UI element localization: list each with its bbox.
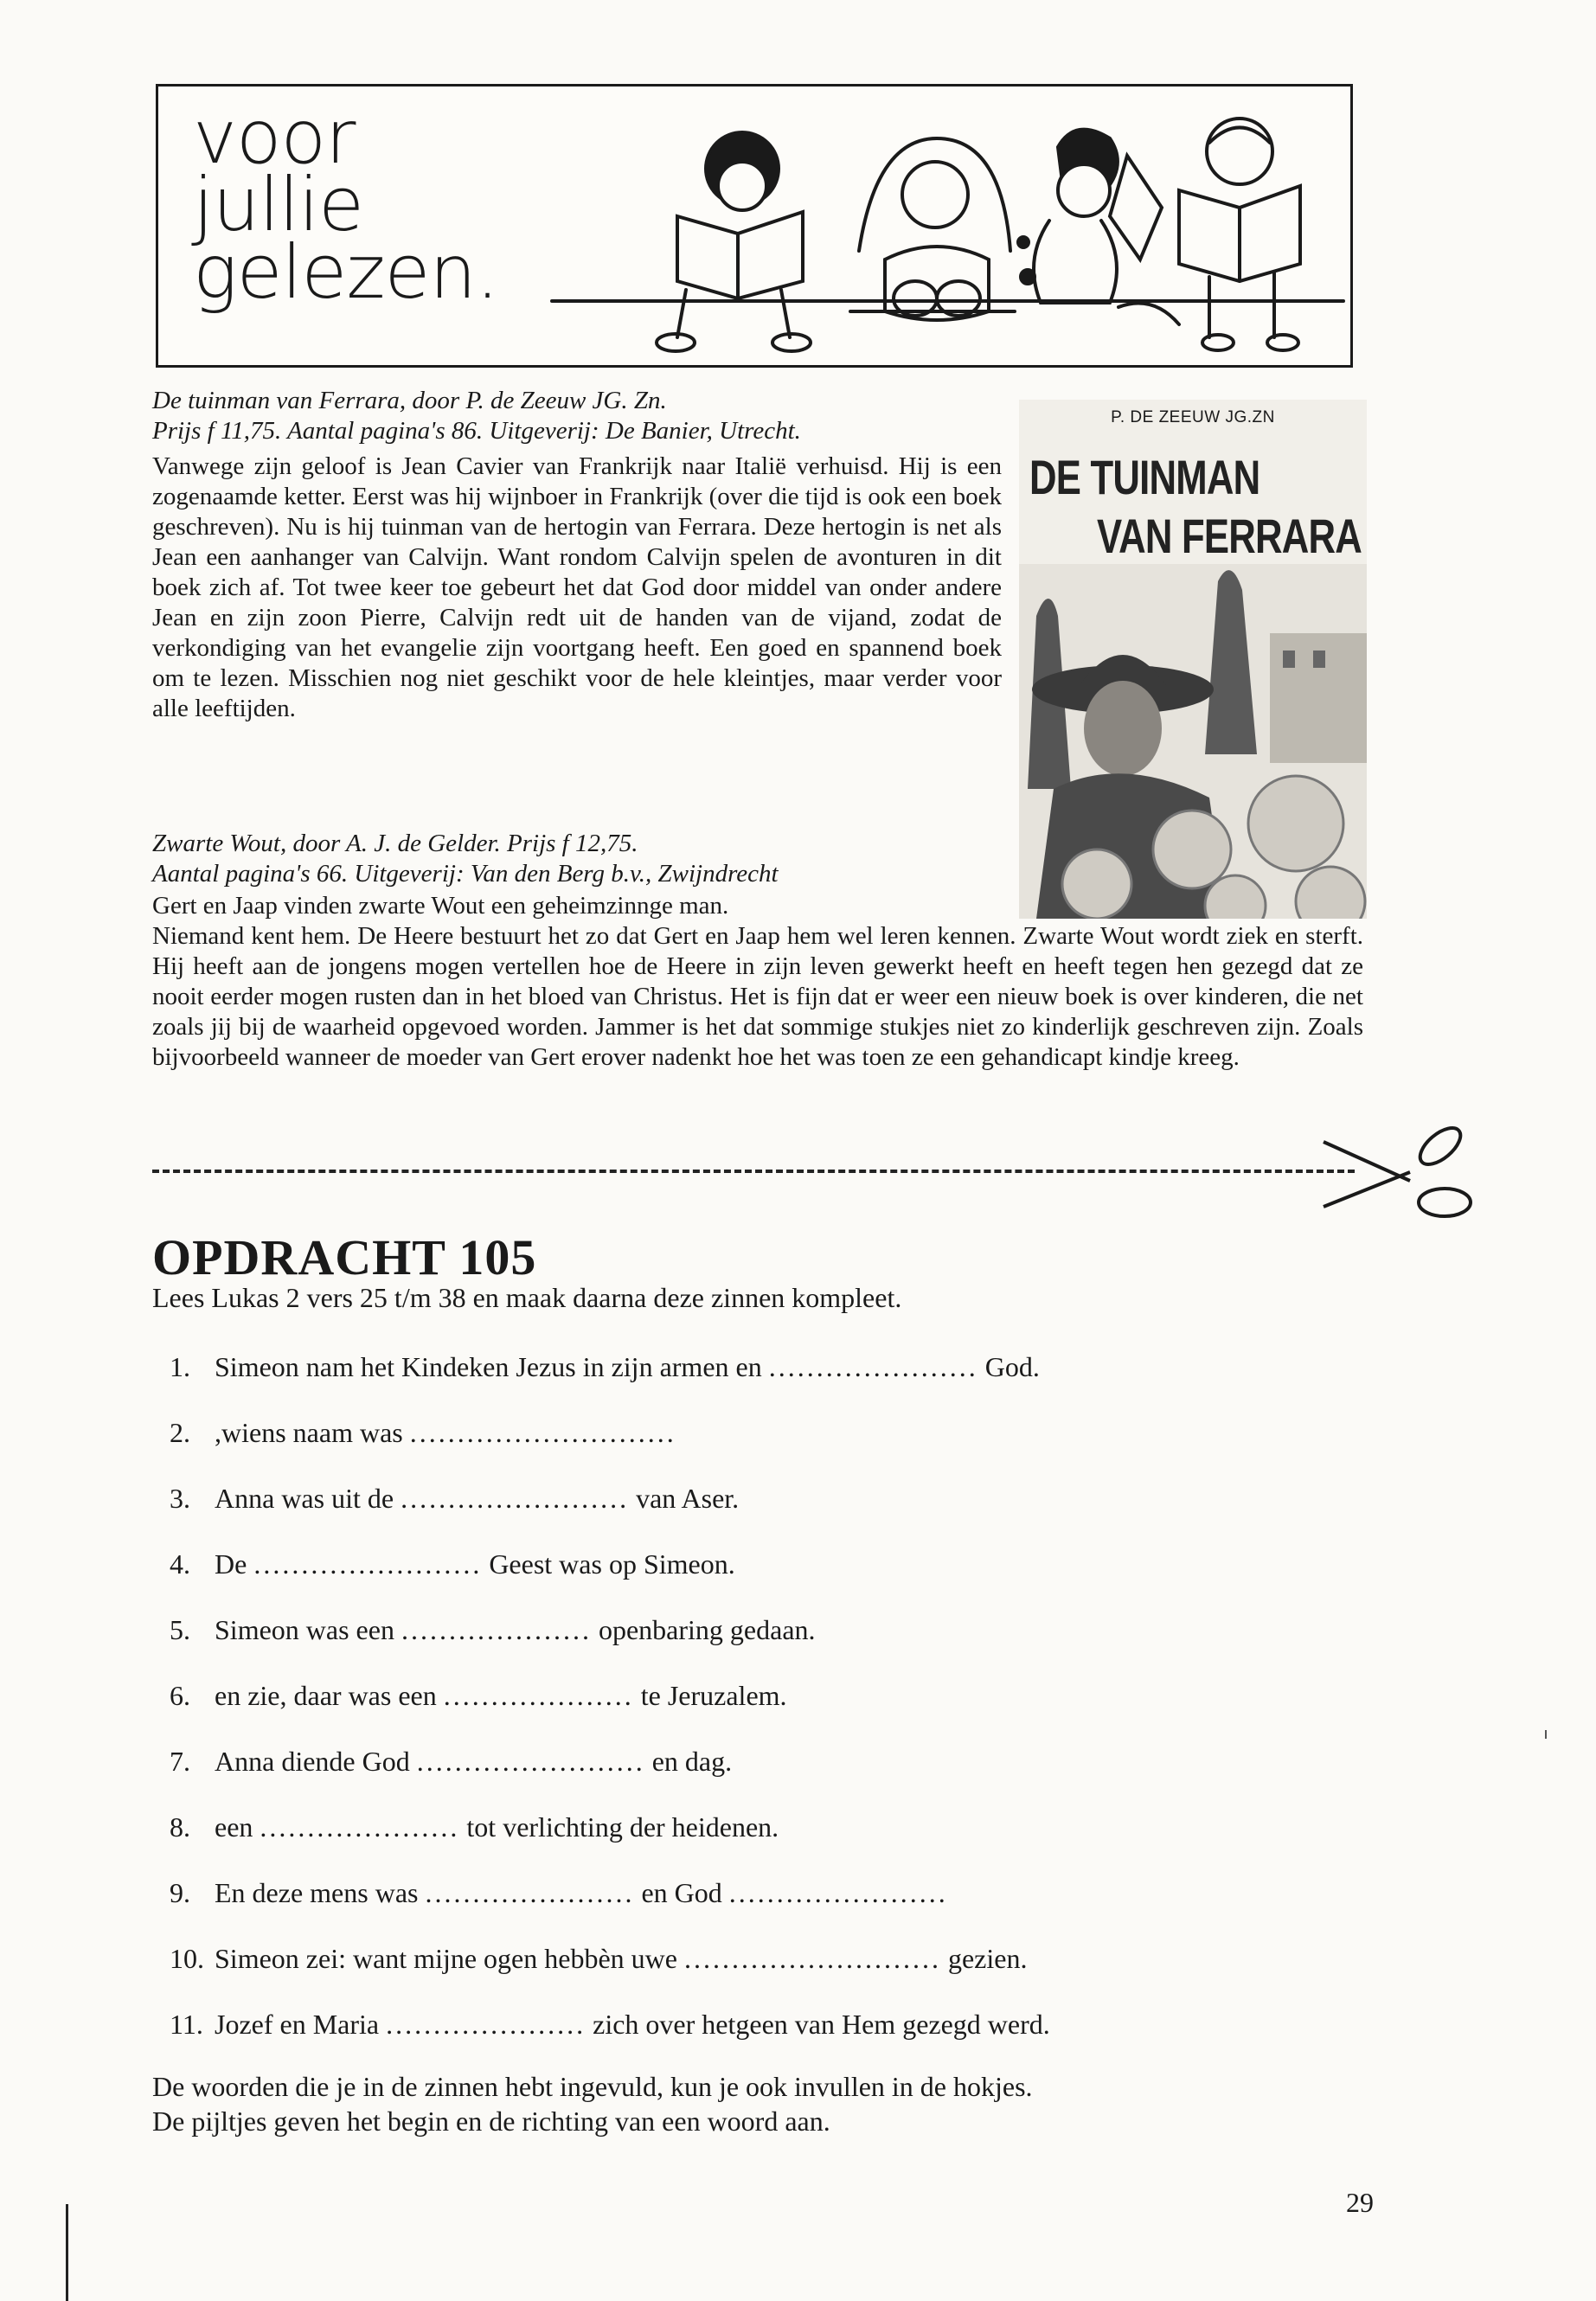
review-body: Gert en Jaap vinden zwarte Wout een geheimzinnge man. xyxy=(152,892,729,920)
question-text: van Aser. xyxy=(636,1483,740,1514)
question-text: een xyxy=(215,1811,253,1843)
question-number: 11. xyxy=(170,2009,203,2040)
cover-illustration xyxy=(1019,564,1367,919)
answer-blank[interactable]: ....................... xyxy=(728,1877,948,1908)
question-text: openbaring gedaan. xyxy=(598,1614,816,1645)
question-text: Simeon nam het Kindeken Jezus in zijn armen en xyxy=(215,1351,762,1382)
logo-line: voor xyxy=(193,94,356,181)
answer-blank[interactable]: .................... xyxy=(401,1614,592,1645)
question-row xyxy=(170,1746,732,1778)
question-text: Anna diende God xyxy=(215,1746,410,1777)
question-text: Simeon was een xyxy=(215,1614,394,1645)
review-body: Niemand kent hem. De Heere bestuurt het zo dat Gert en Jaap hem wel leren kennen. Zwarte Wout wordt ziek en sterft. Hij heeft aan de jongens mogen vertellen hoe de Heere in zijn leven gewerkt heeft en heeft tegen hen gezegd dat ze nooit eerder mogen rusten dan in het bloed van Christus. Het is fijn dat er weer een nieuw boek is over kinderen, die net zoals jij bij de waarheid opgevoed worden. Jammer is het dat sommige stukjes niet zo kinderlijk geschreven zijn. Zoals bijvoorbeeld wanneer de moeder van Gert erover nadenkt hoe het was toen ze een gehandicapt kindje kreeg. xyxy=(152,922,1363,1071)
answer-blank[interactable]: ........................ xyxy=(253,1548,483,1580)
question-row xyxy=(170,1483,739,1515)
scissors-icon xyxy=(1315,1125,1479,1220)
book-cover-image xyxy=(1019,400,1367,919)
question-text: tot verlichting der heidenen. xyxy=(466,1811,779,1843)
answer-blank[interactable]: .................... xyxy=(443,1680,634,1711)
margin-mark xyxy=(66,2204,68,2301)
answer-blank[interactable]: ...................... xyxy=(425,1877,635,1908)
question-number: 6. xyxy=(170,1680,190,1711)
reading-children-illustration xyxy=(158,87,1350,365)
review-meta: Aantal pagina's 66. Uitgeverij: Van den Berg b.v., Zwijndrecht xyxy=(152,860,779,888)
question-text: zich over hetgeen van Hem gezegd werd. xyxy=(593,2009,1050,2040)
question-text: En deze mens was xyxy=(215,1877,419,1908)
book-review-tuinman xyxy=(152,386,1002,724)
book-review-zwarte-wout xyxy=(152,829,1002,921)
review-meta: Prijs f 11,75. Aantal pagina's 86. Uitgeverij: De Banier, Utrecht. xyxy=(152,417,801,445)
question-text: en zie, daar was een xyxy=(215,1680,437,1711)
assignment-title: OPDRACHT 105 xyxy=(152,1229,537,1285)
question-row xyxy=(170,2009,1050,2041)
question-text: God. xyxy=(984,1351,1040,1382)
review-meta: De tuinman van Ferrara, door P. de Zeeuw JG. Zn. xyxy=(152,387,667,414)
question-text: Anna was uit de xyxy=(215,1483,394,1514)
question-number: 10. xyxy=(170,1943,204,1974)
question-row xyxy=(170,1943,1027,1975)
logo-line: gelezen. xyxy=(193,229,499,316)
question-row xyxy=(170,1548,735,1580)
review-body: Vanwege zijn geloof is Jean Cavier van Frankrijk naar Italië verhuisd. Hij is een zogenaamde ketter. Eerst was hij wijnboer in Frankrijk (over die tijd is ook een boek geschreven). Nu is hij tuinman van de hertogin van Ferrara. Deze hertogin is net als Jean een aanhanger van Calvijn. Want rondom Calvijn spelen de avonturen in dit boek zich af. Tot twee keer toe gebeurt het dat God door middel van onder andere Jean en zijn zoon Pierre, Calvijn redt uit de handen van de vijand, zodat de verkondiging van het evangelie zijn voortgang heeft. Een goed en spannend boek om te lezen. Misschien nog niet geschikt voor de hele kleintjes, maar verder voor alle leeftijden. xyxy=(152,452,1002,722)
book-review-zwarte-wout-continued xyxy=(152,921,1363,1073)
answer-blank[interactable]: ...................... xyxy=(768,1351,978,1382)
question-number: 8. xyxy=(170,1811,190,1843)
question-text: te Jeruzalem. xyxy=(640,1680,787,1711)
answer-blank[interactable]: ............................ xyxy=(409,1417,676,1448)
answer-blank[interactable]: ........................ xyxy=(416,1746,645,1777)
assignment-outro xyxy=(152,2069,1033,2138)
question-text: Simeon zei: want mijne ogen hebbèn uwe xyxy=(215,1943,677,1974)
question-number: 3. xyxy=(170,1483,190,1514)
cover-title-line: DE TUINMAN xyxy=(1029,450,1260,504)
question-row xyxy=(170,1351,1040,1383)
cover-title-line: VAN FERRARA xyxy=(1097,509,1362,563)
answer-blank[interactable]: ........................ xyxy=(401,1483,630,1514)
cut-line xyxy=(152,1170,1355,1173)
question-text: en God xyxy=(641,1877,722,1908)
answer-blank[interactable]: ..................... xyxy=(386,2009,586,2040)
question-row xyxy=(170,1811,779,1843)
question-row xyxy=(170,1614,816,1646)
assignment-intro: Lees Lukas 2 vers 25 t/m 38 en maak daarna deze zinnen kompleet. xyxy=(152,1282,902,1313)
question-text: ,wiens naam was xyxy=(215,1417,403,1448)
question-text: Jozef en Maria xyxy=(215,2009,380,2040)
question-number: 7. xyxy=(170,1746,190,1777)
logo-line: jullie xyxy=(193,162,363,248)
question-number: 2. xyxy=(170,1417,190,1448)
question-row xyxy=(170,1417,676,1449)
answer-blank[interactable]: ........................... xyxy=(683,1943,941,1974)
answer-blank[interactable]: ..................... xyxy=(260,1811,460,1843)
question-number: 5. xyxy=(170,1614,190,1645)
cover-author: P. DE ZEEUW JG.ZN xyxy=(1111,408,1275,426)
question-row xyxy=(170,1877,948,1909)
question-text: De xyxy=(215,1548,247,1580)
question-number: 4. xyxy=(170,1548,190,1580)
question-row xyxy=(170,1680,787,1712)
question-number: 1. xyxy=(170,1351,190,1382)
margin-tick xyxy=(1545,1730,1547,1739)
header-banner xyxy=(156,84,1353,368)
outro-line: De woorden die je in de zinnen hebt ingevuld, kun je ook invullen in de hokjes. xyxy=(152,2071,1033,2102)
question-number: 9. xyxy=(170,1877,190,1908)
question-text: en dag. xyxy=(651,1746,733,1777)
question-text: Geest was op Simeon. xyxy=(489,1548,735,1580)
outro-line: De pijltjes geven het begin en de richting van een woord aan. xyxy=(152,2106,830,2137)
question-text: gezien. xyxy=(947,1943,1028,1974)
review-meta: Zwarte Wout, door A. J. de Gelder. Prijs f 12,75. xyxy=(152,830,638,857)
page-number: 29 xyxy=(1346,2187,1374,2218)
